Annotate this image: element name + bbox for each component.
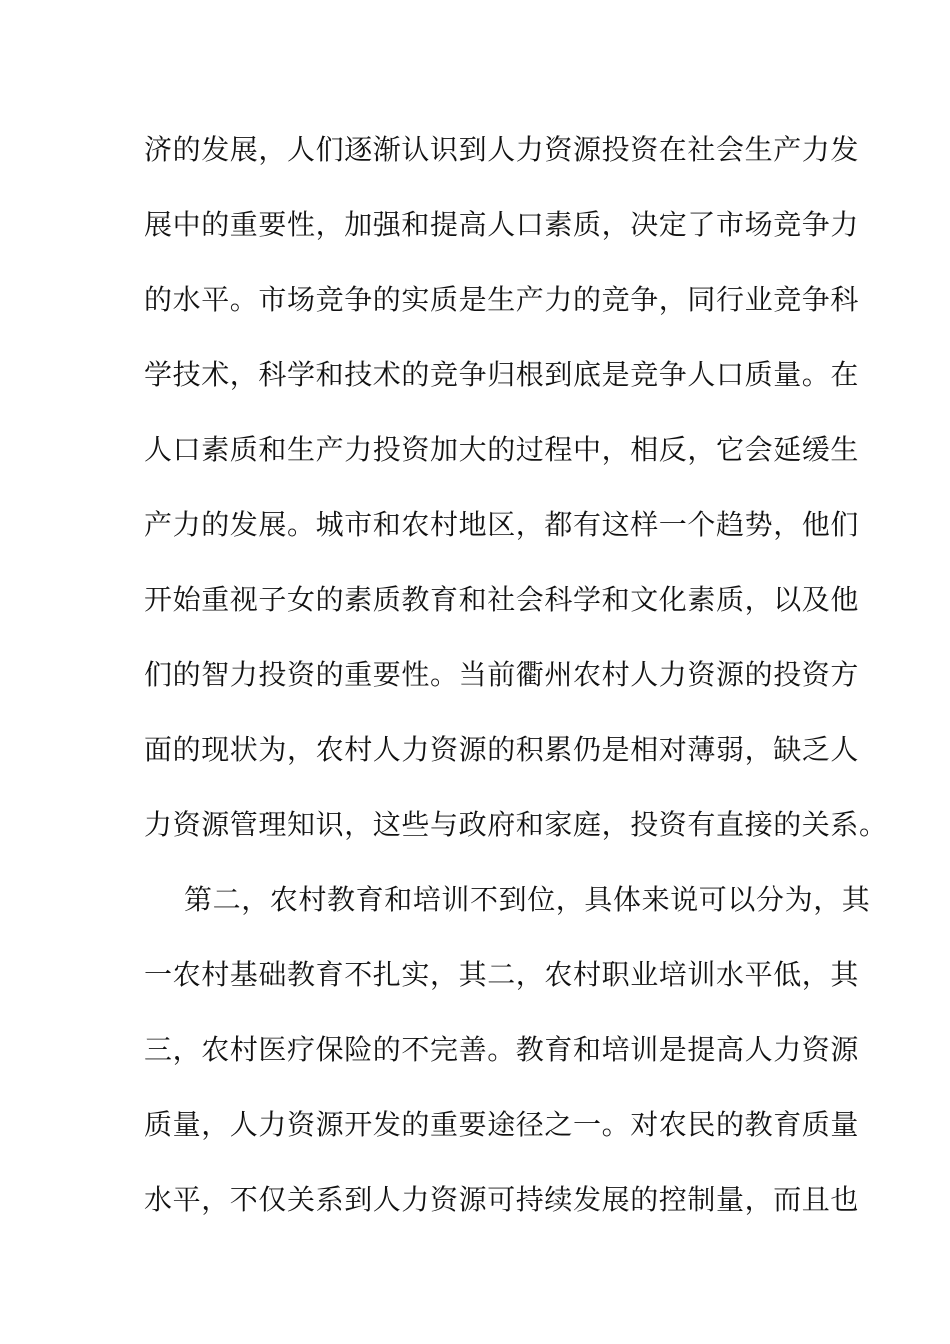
paragraph-start-line: 第二，农村教育和培训不到位，具体来说可以分为，其 — [184, 883, 871, 916]
text-line: 水平，不仅关系到人力资源可持续发展的控制量，而且也 — [144, 1183, 860, 1216]
text-line: 面的现状为，农村人力资源的积累仍是相对薄弱，缺乏人 — [144, 733, 860, 766]
text-line: 产力的发展。城市和农村地区，都有这样一个趋势，他们 — [144, 508, 860, 541]
text-line: 三，农村医疗保险的不完善。教育和培训是提高人力资源 — [144, 1033, 860, 1066]
body-text — [144, 122, 888, 1247]
text-line: 一农村基础教育不扎实，其二，农村职业培训水平低，其 — [144, 958, 860, 991]
text-line: 力资源管理知识，这些与政府和家庭，投资有直接的关系。 — [144, 808, 888, 841]
text-line: 的水平。市场竞争的实质是生产力的竞争，同行业竞争科 — [144, 283, 860, 316]
text-line: 们的智力投资的重要性。当前衢州农村人力资源的投资方 — [144, 658, 860, 691]
text-line: 开始重视子女的素质教育和社会科学和文化素质，以及他 — [144, 583, 860, 616]
text-line: 学技术，科学和技术的竞争归根到底是竞争人口质量。在 — [144, 358, 860, 391]
text-line: 济的发展，人们逐渐认识到人力资源投资在社会生产力发 — [144, 133, 860, 166]
text-line: 人口素质和生产力投资加大的过程中，相反，它会延缓生 — [144, 433, 860, 466]
text-line: 质量，人力资源开发的重要途径之一。对农民的教育质量 — [144, 1108, 860, 1141]
text-line: 展中的重要性，加强和提高人口素质，决定了市场竞争力 — [144, 208, 860, 241]
